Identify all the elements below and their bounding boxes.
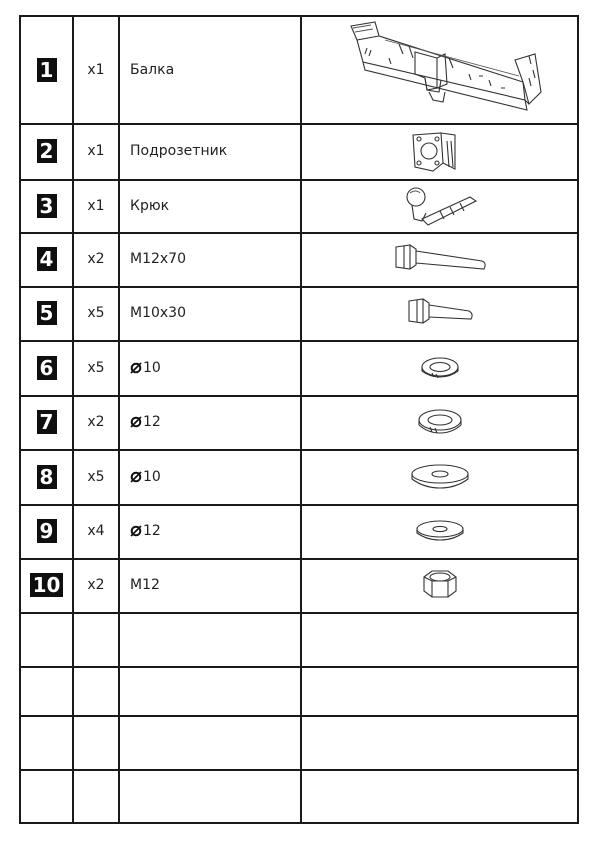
part-quantity: x5 xyxy=(87,359,105,376)
part-number-badge: 4 xyxy=(37,247,57,271)
part-number-badge: 5 xyxy=(37,301,57,325)
empty-table-row xyxy=(21,666,577,717)
spring-washer-small-icon xyxy=(302,340,577,395)
part-name: 10 xyxy=(143,359,161,376)
part-name: M12x70 xyxy=(130,251,186,267)
part-number-badge: 3 xyxy=(37,194,57,218)
part-name: Балка xyxy=(130,62,175,78)
part-name: M10x30 xyxy=(130,305,186,321)
part-number-badge: 10 xyxy=(30,573,64,597)
short-bolt-icon xyxy=(302,286,577,340)
tow-bar-beam-icon xyxy=(302,17,577,123)
empty-table-row xyxy=(21,769,577,824)
part-quantity: x2 xyxy=(87,251,105,267)
part-quantity: x4 xyxy=(87,523,105,539)
table-row xyxy=(21,123,577,181)
diameter-icon xyxy=(130,362,142,374)
part-quantity: x1 xyxy=(87,143,105,159)
part-quantity: x2 xyxy=(87,414,105,430)
part-number-badge: 8 xyxy=(37,465,57,489)
part-name: M12 xyxy=(130,577,160,593)
part-number-badge: 9 xyxy=(37,519,57,543)
diameter-icon xyxy=(130,525,142,537)
table-row xyxy=(21,558,577,614)
table-row xyxy=(21,449,577,506)
part-number-badge: 6 xyxy=(37,356,57,380)
table-row xyxy=(21,179,577,234)
part-number-badge: 1 xyxy=(37,58,57,82)
part-name: 12 xyxy=(143,414,161,430)
part-number-badge: 2 xyxy=(37,139,57,163)
part-number-badge: 7 xyxy=(37,410,57,434)
part-quantity: x1 xyxy=(87,62,105,78)
part-quantity: x1 xyxy=(87,197,105,214)
flat-washer-small-icon xyxy=(302,504,577,558)
table-row xyxy=(21,232,577,288)
table-row xyxy=(21,340,577,397)
spring-washer-large-icon xyxy=(302,395,577,449)
diameter-icon xyxy=(130,471,142,483)
part-name: 12 xyxy=(143,523,161,539)
part-quantity: x5 xyxy=(87,305,105,321)
flat-washer-large-icon xyxy=(302,449,577,504)
part-name: 10 xyxy=(143,468,161,485)
empty-table-row xyxy=(21,715,577,771)
table-row xyxy=(21,286,577,342)
diameter-icon xyxy=(130,416,142,428)
socket-bracket-icon xyxy=(302,123,577,179)
part-name: Крюк xyxy=(130,197,170,214)
long-bolt-icon xyxy=(302,232,577,286)
table-row xyxy=(21,395,577,451)
parts-table xyxy=(19,15,579,824)
part-quantity: x5 xyxy=(87,468,105,485)
empty-table-row xyxy=(21,612,577,668)
table-row xyxy=(21,17,577,125)
hex-nut-icon xyxy=(302,558,577,612)
tow-ball-hook-icon xyxy=(302,179,577,232)
table-row xyxy=(21,504,577,560)
part-name: Подрозетник xyxy=(130,143,228,159)
part-quantity: x2 xyxy=(87,577,105,593)
